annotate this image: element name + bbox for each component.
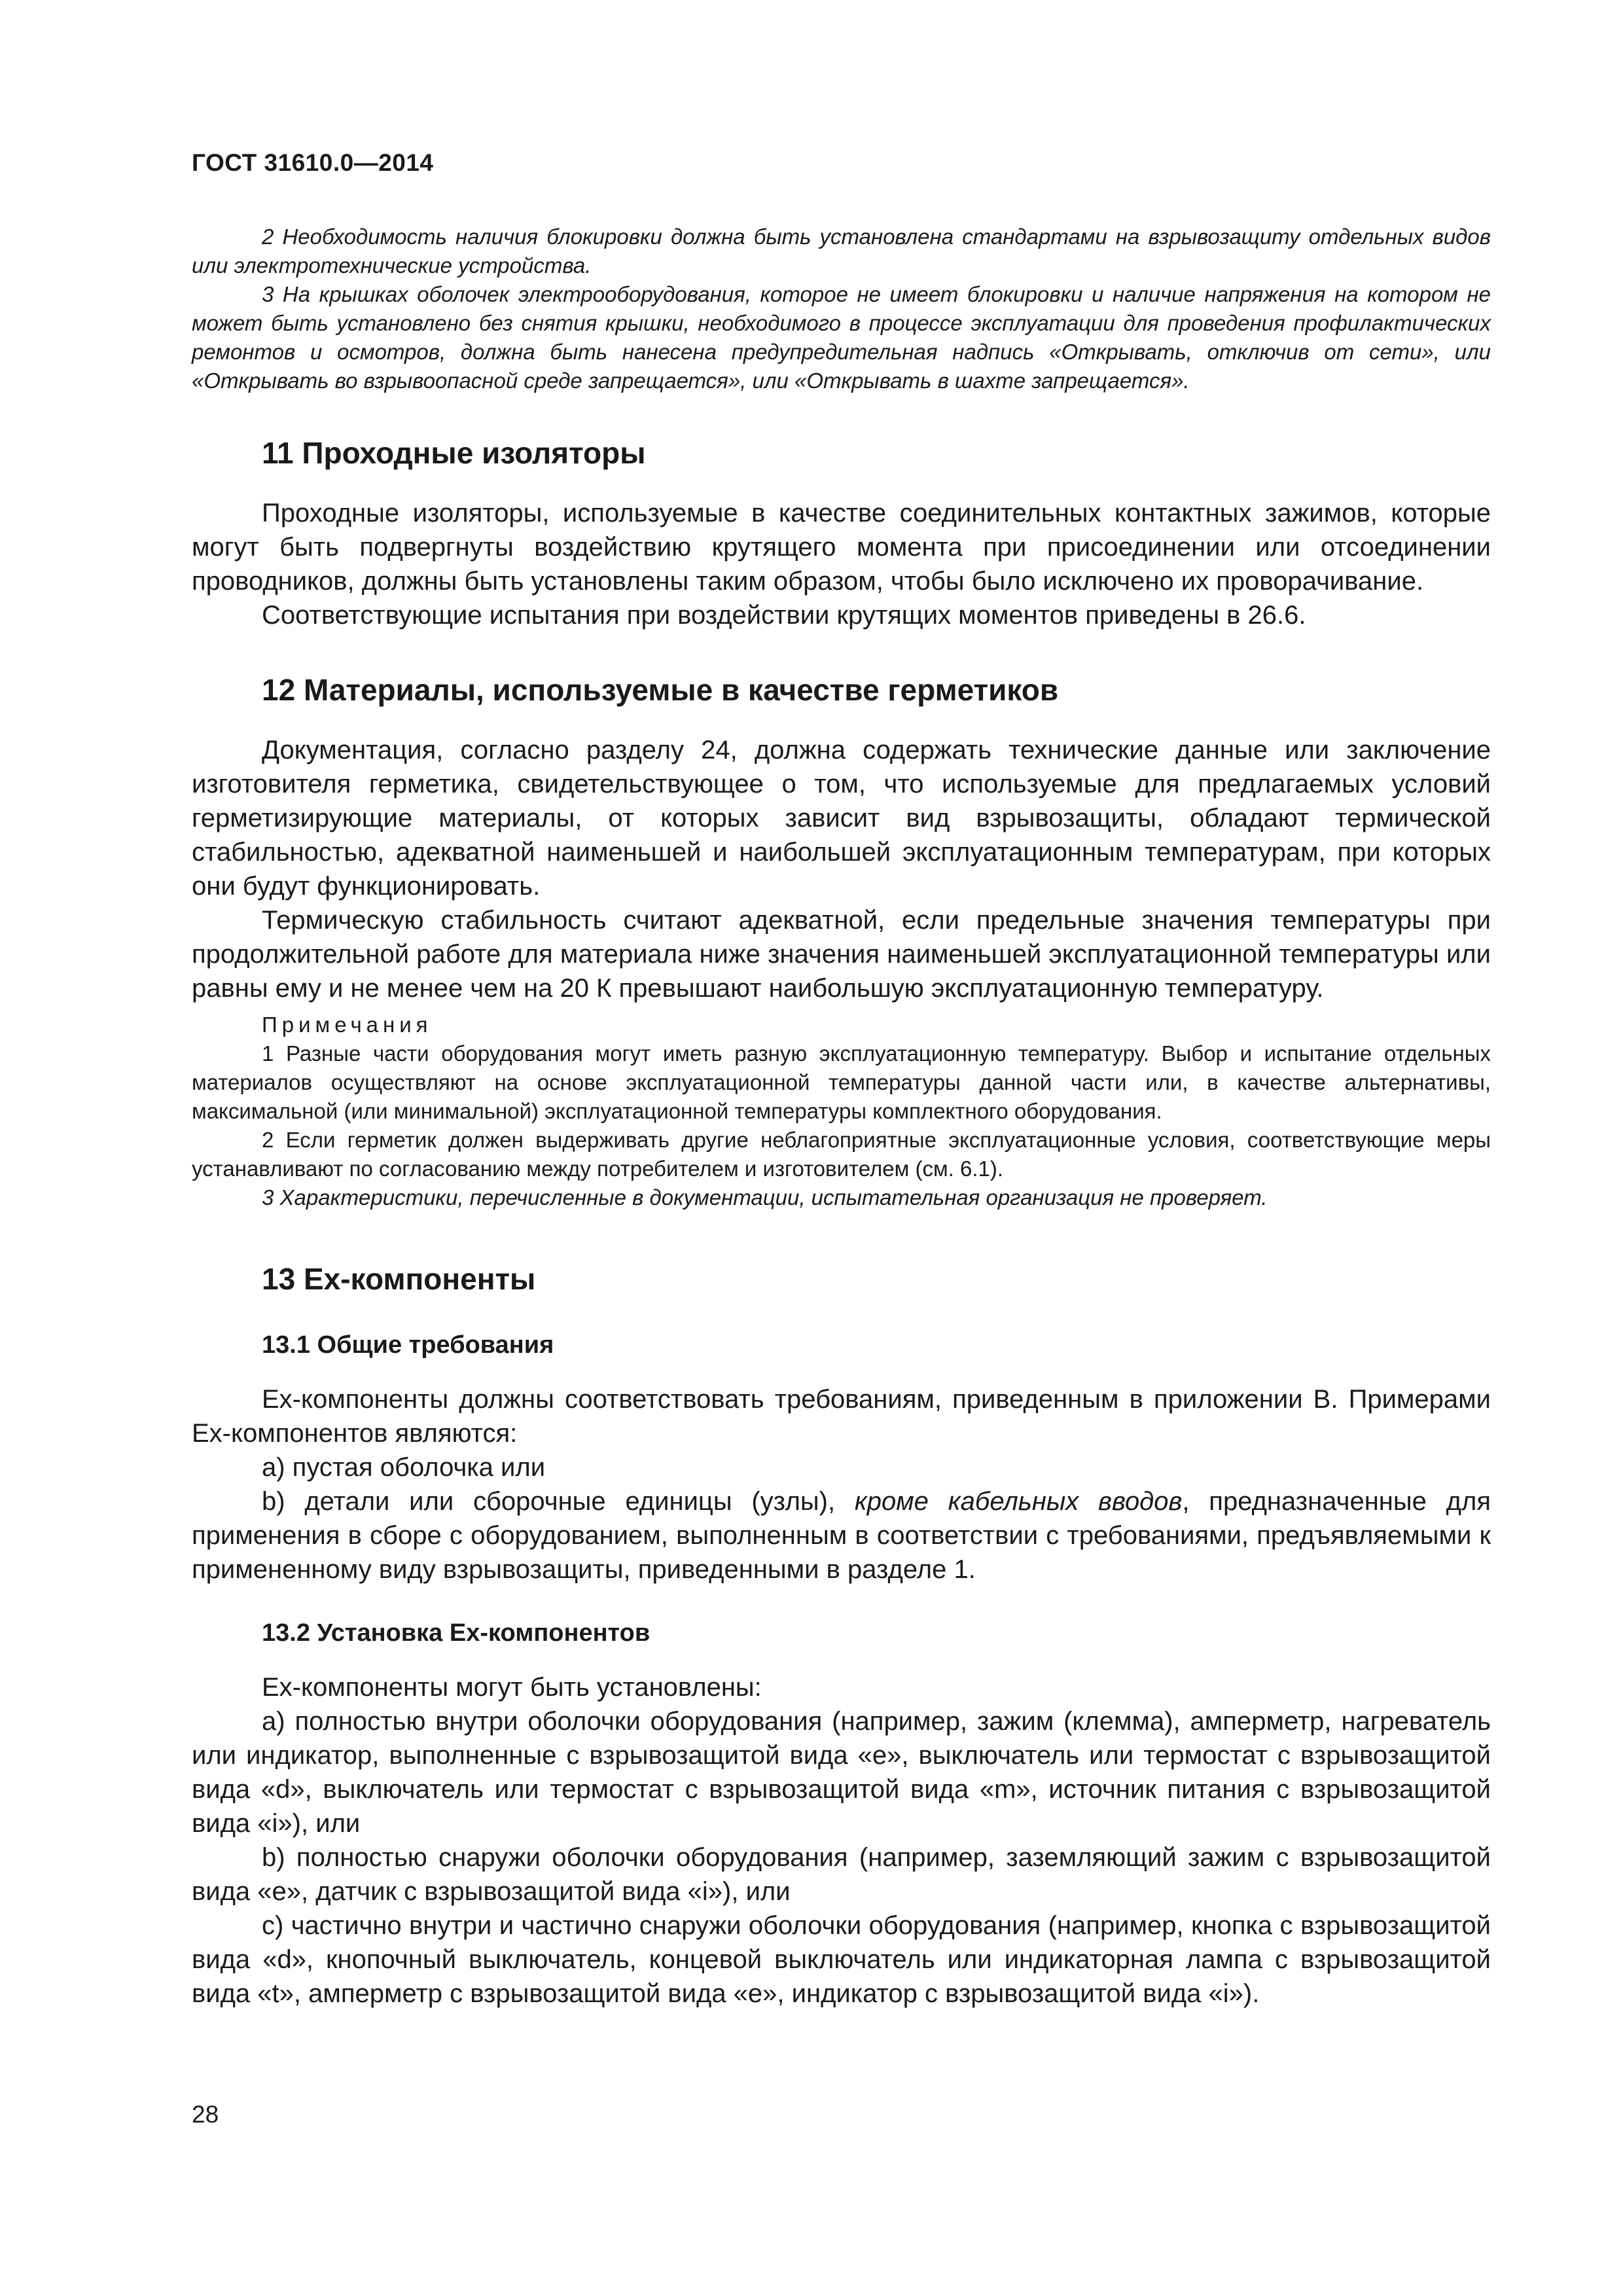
- section-12-note: 1 Разные части оборудования могут иметь разную эксплуатационную температуру. Выбор и испытание отдельных материалов осуществляют на основе эксплуатационной температуры данной части или, в качестве альтернативы, максимальной (или минимальной) эксплуатационной температуры комплектного оборудования.: [192, 1041, 1491, 1123]
- list-item: с) частично внутри и частично снаружи оболочки оборудования (например, кнопка с взрывозащитой вида «d», кнопочный выключатель, концевой выключатель или индикаторная лампа с взрывозащитой вида «t», амперметр с взрывозащитой вида «е», индикатор с взрывозащитой вида «i»).: [192, 1911, 1491, 2008]
- item-b-emphasis: кроме кабельных вводов: [854, 1487, 1183, 1516]
- page-number: 28: [192, 2101, 219, 2128]
- note-top-2: 2 Необходимость наличия блокировки должна быть установлена стандартами на взрывозащиту отдельных видов или электротехнические устройства.: [192, 224, 1491, 278]
- page-content: [192, 223, 1491, 2011]
- note-top-3: 3 На крышках оболочек электрооборудования, которое не имеет блокировки и наличие напряжения на котором не может быть установлено без снятия крышки, необходимого в процессе эксплуатации для проведения профилактических ремонтов и осмотров, должна быть нанесена предупредительная надпись «Открывать, отключив от сети», или «Открывать во взрывоопасной среде запрещается», или «Открывать в шахте запрещается».: [192, 282, 1491, 393]
- list-item: [192, 1484, 1491, 1587]
- section-12-note: 3 Характеристики, перечисленные в документации, испытательная организация не проверяет.: [262, 1185, 1268, 1210]
- section-12-paragraph: Документация, согласно разделу 24, должна содержать технические данные или заключение изготовителя герметика, свидетельствующее о том, что используемые для предлагаемых условий герметизирующие материалы, от которых зависит вид взрывозащиты, обладают термической стабильностью, адекватной наименьшей и наибольшей эксплуатационным температурам, при которых они будут функционировать.: [192, 736, 1491, 901]
- subsection-13-1-intro: Ех-компоненты должны соответствовать требованиям, приведенным в приложении В. Примерами Ех-компонентов являются:: [192, 1385, 1491, 1448]
- subsection-13-2-title: 13.2 Установка Ех-компонентов: [262, 1619, 651, 1647]
- list-item: b) полностью снаружи оболочки оборудования (например, заземляющий зажим с взрывозащитой вида «е», датчик с взрывозащитой вида «i»), или: [192, 1843, 1491, 1906]
- item-b-text-end: , предназначенные для применения в сборе с оборудованием, выполненным в соответствии с требованиями, предъявляемыми к примененному виду взрывозащиты, приведенными в разделе 1.: [192, 1487, 1491, 1584]
- item-b-text: b) детали или сборочные единицы (узлы),: [262, 1487, 855, 1516]
- section-12-title: 12 Материалы, используемые в качестве герметиков: [262, 673, 1059, 707]
- document-code-header: ГОСТ 31610.0—2014: [192, 149, 434, 176]
- notes-heading: Примечания: [262, 1013, 433, 1037]
- subsection-13-1-title: 13.1 Общие требования: [262, 1331, 554, 1359]
- list-item: а) пустая оболочка или: [262, 1453, 546, 1482]
- section-12-paragraph: Термическую стабильность считают адекватной, если предельные значения температуры при продолжительной работе для материала ниже значения наименьшей эксплуатационной температуры или равны ему и не менее чем на 20 К превышают наибольшую эксплуатационную температуру.: [192, 906, 1491, 1003]
- section-11-title: 11 Проходные изоляторы: [262, 436, 646, 470]
- section-13-title: 13 Ех-компоненты: [262, 1262, 536, 1296]
- section-11-paragraph: Соответствующие испытания при воздействии крутящих моментов приведены в 26.6.: [262, 601, 1306, 630]
- subsection-13-2-intro: Ех-компоненты могут быть установлены:: [262, 1673, 762, 1702]
- section-12-note: 2 Если герметик должен выдерживать другие неблагоприятные эксплуатационные условия, соответствующие меры устанавливают по согласованию между потребителем и изготовителем (см. 6.1).: [192, 1128, 1491, 1181]
- section-11-paragraph: Проходные изоляторы, используемые в качестве соединительных контактных зажимов, которые могут быть подвергнуты воздействию крутящего момента при присоединении или отсоединении проводников, должны быть установлены таким образом, чтобы было исключено их проворачивание.: [192, 499, 1491, 596]
- list-item: а) полностью внутри оболочки оборудования (например, зажим (клемма), амперметр, нагреватель или индикатор, выполненные с взрывозащитой вида «е», выключатель или термостат с взрывозащитой вида «d», выключатель или термостат с взрывозащитой вида «m», источник питания с взрывозащитой вида «i»), или: [192, 1707, 1491, 1838]
